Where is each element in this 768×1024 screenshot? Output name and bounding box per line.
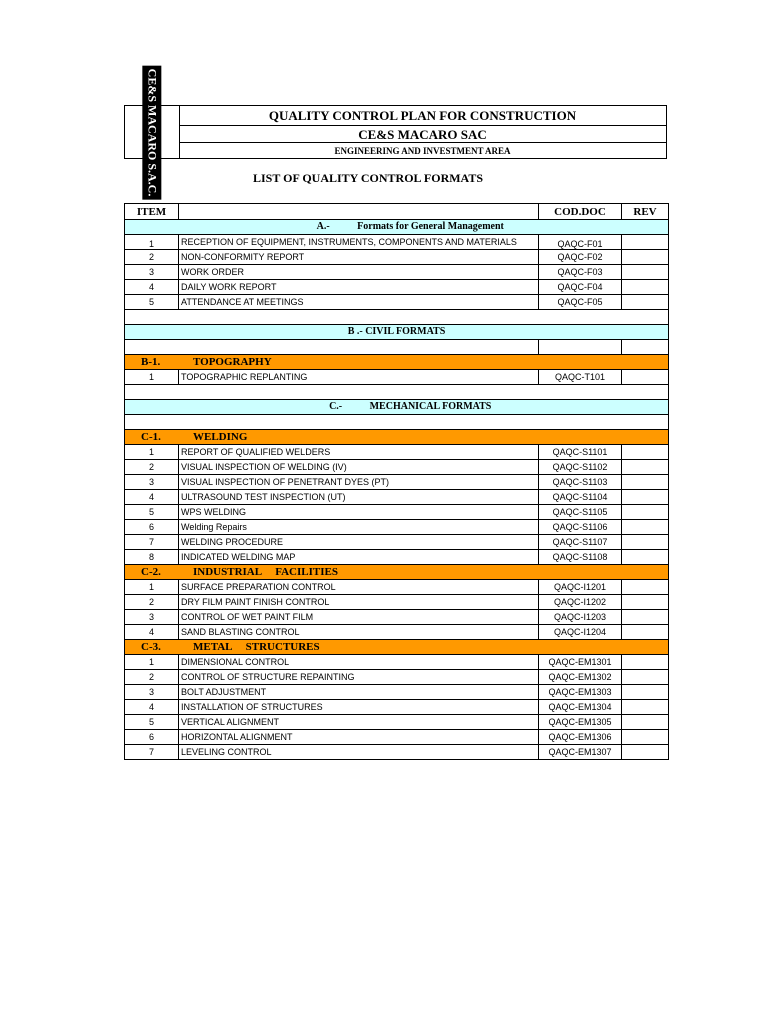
column-header-row <box>125 204 669 220</box>
section-b-header <box>125 325 669 340</box>
table-row <box>125 445 669 460</box>
format-description: CONTROL OF WET PAINT FILM <box>179 610 539 625</box>
item-number: 1 <box>125 445 179 460</box>
format-code: QAQC-S1105 <box>539 505 622 520</box>
rev-cell <box>622 625 669 640</box>
format-code: QAQC-F04 <box>539 280 622 295</box>
format-description: INSTALLATION OF STRUCTURES <box>179 700 539 715</box>
rev-cell <box>622 745 669 760</box>
item-number: 8 <box>125 550 179 565</box>
format-description: REPORT OF QUALIFIED WELDERS <box>179 445 539 460</box>
format-description: SURFACE PREPARATION CONTROL <box>179 580 539 595</box>
format-description: TOPOGRAPHIC REPLANTING <box>179 370 539 385</box>
format-code: QAQC-I1202 <box>539 595 622 610</box>
rev-cell <box>622 730 669 745</box>
table-row <box>125 475 669 490</box>
format-code: QAQC-S1104 <box>539 490 622 505</box>
section-label: MECHANICAL FORMATS <box>369 401 492 412</box>
subsection-code: C-2. <box>141 566 161 578</box>
blank-cell <box>125 415 669 430</box>
plan-title: QUALITY CONTROL PLAN FOR CONSTRUCTION <box>179 106 666 126</box>
section-title: B .- CIVIL FORMATS <box>125 325 669 340</box>
section-a-header <box>125 220 669 235</box>
subsection-label: TOPOGRAPHY <box>193 356 272 368</box>
item-number: 1 <box>125 235 179 250</box>
item-number: 5 <box>125 505 179 520</box>
format-code: QAQC-S1106 <box>539 520 622 535</box>
format-description: WORK ORDER <box>179 265 539 280</box>
formats-table <box>124 203 669 760</box>
subsection-c1-header <box>125 430 669 445</box>
rev-cell <box>622 595 669 610</box>
format-code: QAQC-EM1301 <box>539 655 622 670</box>
format-code: QAQC-EM1306 <box>539 730 622 745</box>
item-number: 2 <box>125 670 179 685</box>
section-c-header <box>125 400 669 415</box>
subsection-c2-header <box>125 565 669 580</box>
rev-cell <box>622 370 669 385</box>
blank-cell <box>125 385 669 400</box>
spacer-row <box>125 340 669 355</box>
format-description: WPS WELDING <box>179 505 539 520</box>
subsection-title <box>125 565 669 580</box>
format-description: BOLT ADJUSTMENT <box>179 685 539 700</box>
rev-cell <box>622 535 669 550</box>
rev-cell <box>622 580 669 595</box>
rev-cell <box>622 460 669 475</box>
rev-cell <box>622 475 669 490</box>
table-row <box>125 265 669 280</box>
column-rev: REV <box>622 204 669 220</box>
subsection-code: C-3. <box>141 641 161 653</box>
item-number: 4 <box>125 625 179 640</box>
subsection-title <box>125 430 669 445</box>
item-number: 1 <box>125 370 179 385</box>
format-description: ULTRASOUND TEST INSPECTION (UT) <box>179 490 539 505</box>
format-code: QAQC-I1201 <box>539 580 622 595</box>
format-description: Welding Repairs <box>179 520 539 535</box>
rev-cell <box>622 445 669 460</box>
company-logo <box>125 68 180 196</box>
format-description: DIMENSIONAL CONTROL <box>179 655 539 670</box>
table-row <box>125 700 669 715</box>
table-row <box>125 715 669 730</box>
logo-text: CE&S MACARO S.A.C. <box>143 65 162 199</box>
rev-cell <box>622 490 669 505</box>
rev-cell <box>622 610 669 625</box>
subsection-code: B-1. <box>141 356 161 368</box>
item-number: 3 <box>125 685 179 700</box>
rev-cell <box>622 715 669 730</box>
rev-cell <box>622 700 669 715</box>
item-number: 2 <box>125 460 179 475</box>
item-number: 5 <box>125 715 179 730</box>
item-number: 2 <box>125 595 179 610</box>
format-description: NON-CONFORMITY REPORT <box>179 250 539 265</box>
spacer-row <box>125 310 669 325</box>
format-code: QAQC-I1204 <box>539 625 622 640</box>
format-description: VERTICAL ALIGNMENT <box>179 715 539 730</box>
format-code: QAQC-F03 <box>539 265 622 280</box>
section-letter: A.- <box>316 221 330 232</box>
format-description: LEVELING CONTROL <box>179 745 539 760</box>
rev-cell <box>622 685 669 700</box>
table-row <box>125 655 669 670</box>
table-row <box>125 610 669 625</box>
section-letter: C.- <box>329 401 343 412</box>
item-number: 7 <box>125 745 179 760</box>
format-description: DRY FILM PAINT FINISH CONTROL <box>179 595 539 610</box>
blank-cell <box>125 340 539 355</box>
subsection-label: INDUSTRIAL FACILITIES <box>193 566 338 578</box>
item-number: 2 <box>125 250 179 265</box>
item-number: 6 <box>125 730 179 745</box>
blank-cell <box>622 340 669 355</box>
item-number: 4 <box>125 490 179 505</box>
table-row <box>125 460 669 475</box>
format-code: QAQC-S1107 <box>539 535 622 550</box>
format-description: VISUAL INSPECTION OF PENETRANT DYES (PT) <box>179 475 539 490</box>
table-row <box>125 370 669 385</box>
rev-cell <box>622 265 669 280</box>
rev-cell <box>622 280 669 295</box>
item-number: 3 <box>125 610 179 625</box>
item-number: 3 <box>125 475 179 490</box>
format-code: QAQC-F02 <box>539 250 622 265</box>
item-number: 6 <box>125 520 179 535</box>
table-row <box>125 250 669 265</box>
format-code: QAQC-S1101 <box>539 445 622 460</box>
item-number: 7 <box>125 535 179 550</box>
table-row <box>125 745 669 760</box>
spacer-row <box>125 385 669 400</box>
table-row <box>125 595 669 610</box>
subsection-title <box>125 355 669 370</box>
table-row <box>125 295 669 310</box>
column-code: COD.DOC <box>539 204 622 220</box>
rev-cell <box>622 520 669 535</box>
blank-cell <box>125 310 669 325</box>
format-description: WELDING PROCEDURE <box>179 535 539 550</box>
table-row <box>125 235 669 250</box>
column-description <box>179 204 539 220</box>
column-item: ITEM <box>125 204 179 220</box>
item-number: 3 <box>125 265 179 280</box>
subsection-code: C-1. <box>141 431 161 443</box>
company-name: CE&S MACARO SAC <box>179 126 666 143</box>
table-row <box>125 505 669 520</box>
list-title: LIST OF QUALITY CONTROL FORMATS <box>252 171 484 185</box>
format-code: QAQC-F01 <box>539 235 622 250</box>
format-code: QAQC-EM1304 <box>539 700 622 715</box>
format-description: CONTROL OF STRUCTURE REPAINTING <box>179 670 539 685</box>
section-label: Formats for General Management <box>357 221 504 232</box>
table-row <box>125 490 669 505</box>
rev-cell <box>622 250 669 265</box>
format-description: SAND BLASTING CONTROL <box>179 625 539 640</box>
format-code: QAQC-EM1305 <box>539 715 622 730</box>
format-code: QAQC-T101 <box>539 370 622 385</box>
subsection-b1-header <box>125 355 669 370</box>
table-row <box>125 730 669 745</box>
format-code: QAQC-S1108 <box>539 550 622 565</box>
item-number: 4 <box>125 700 179 715</box>
rev-cell <box>622 655 669 670</box>
format-description: HORIZONTAL ALIGNMENT <box>179 730 539 745</box>
table-row <box>125 685 669 700</box>
table-row <box>125 520 669 535</box>
subsection-title <box>125 640 669 655</box>
format-description: RECEPTION OF EQUIPMENT, INSTRUMENTS, COMPONENTS AND MATERIALS <box>179 235 539 250</box>
section-title <box>125 400 669 415</box>
table-row <box>125 670 669 685</box>
item-number: 5 <box>125 295 179 310</box>
item-number: 4 <box>125 280 179 295</box>
table-row <box>125 580 669 595</box>
format-description: VISUAL INSPECTION OF WELDING (IV) <box>179 460 539 475</box>
subsection-label: METAL STRUCTURES <box>193 641 320 653</box>
table-row <box>125 280 669 295</box>
rev-cell <box>622 550 669 565</box>
format-code: QAQC-F05 <box>539 295 622 310</box>
spacer-row <box>125 415 669 430</box>
subsection-c3-header <box>125 640 669 655</box>
rev-cell <box>622 295 669 310</box>
rev-cell <box>622 505 669 520</box>
blank-cell <box>539 340 622 355</box>
section-title <box>125 220 669 235</box>
rev-cell <box>622 670 669 685</box>
format-description: DAILY WORK REPORT <box>179 280 539 295</box>
format-code: QAQC-S1102 <box>539 460 622 475</box>
format-description: ATTENDANCE AT MEETINGS <box>179 295 539 310</box>
format-code: QAQC-EM1307 <box>539 745 622 760</box>
area-name: ENGINEERING AND INVESTMENT AREA <box>334 146 511 156</box>
rev-cell <box>622 235 669 250</box>
item-number: 1 <box>125 655 179 670</box>
table-row <box>125 535 669 550</box>
format-code: QAQC-S1103 <box>539 475 622 490</box>
format-description: INDICATED WELDING MAP <box>179 550 539 565</box>
table-row <box>125 625 669 640</box>
format-code: QAQC-I1203 <box>539 610 622 625</box>
subsection-label: WELDING <box>193 431 248 443</box>
item-number: 1 <box>125 580 179 595</box>
format-code: QAQC-EM1302 <box>539 670 622 685</box>
format-code: QAQC-EM1303 <box>539 685 622 700</box>
table-row <box>125 550 669 565</box>
